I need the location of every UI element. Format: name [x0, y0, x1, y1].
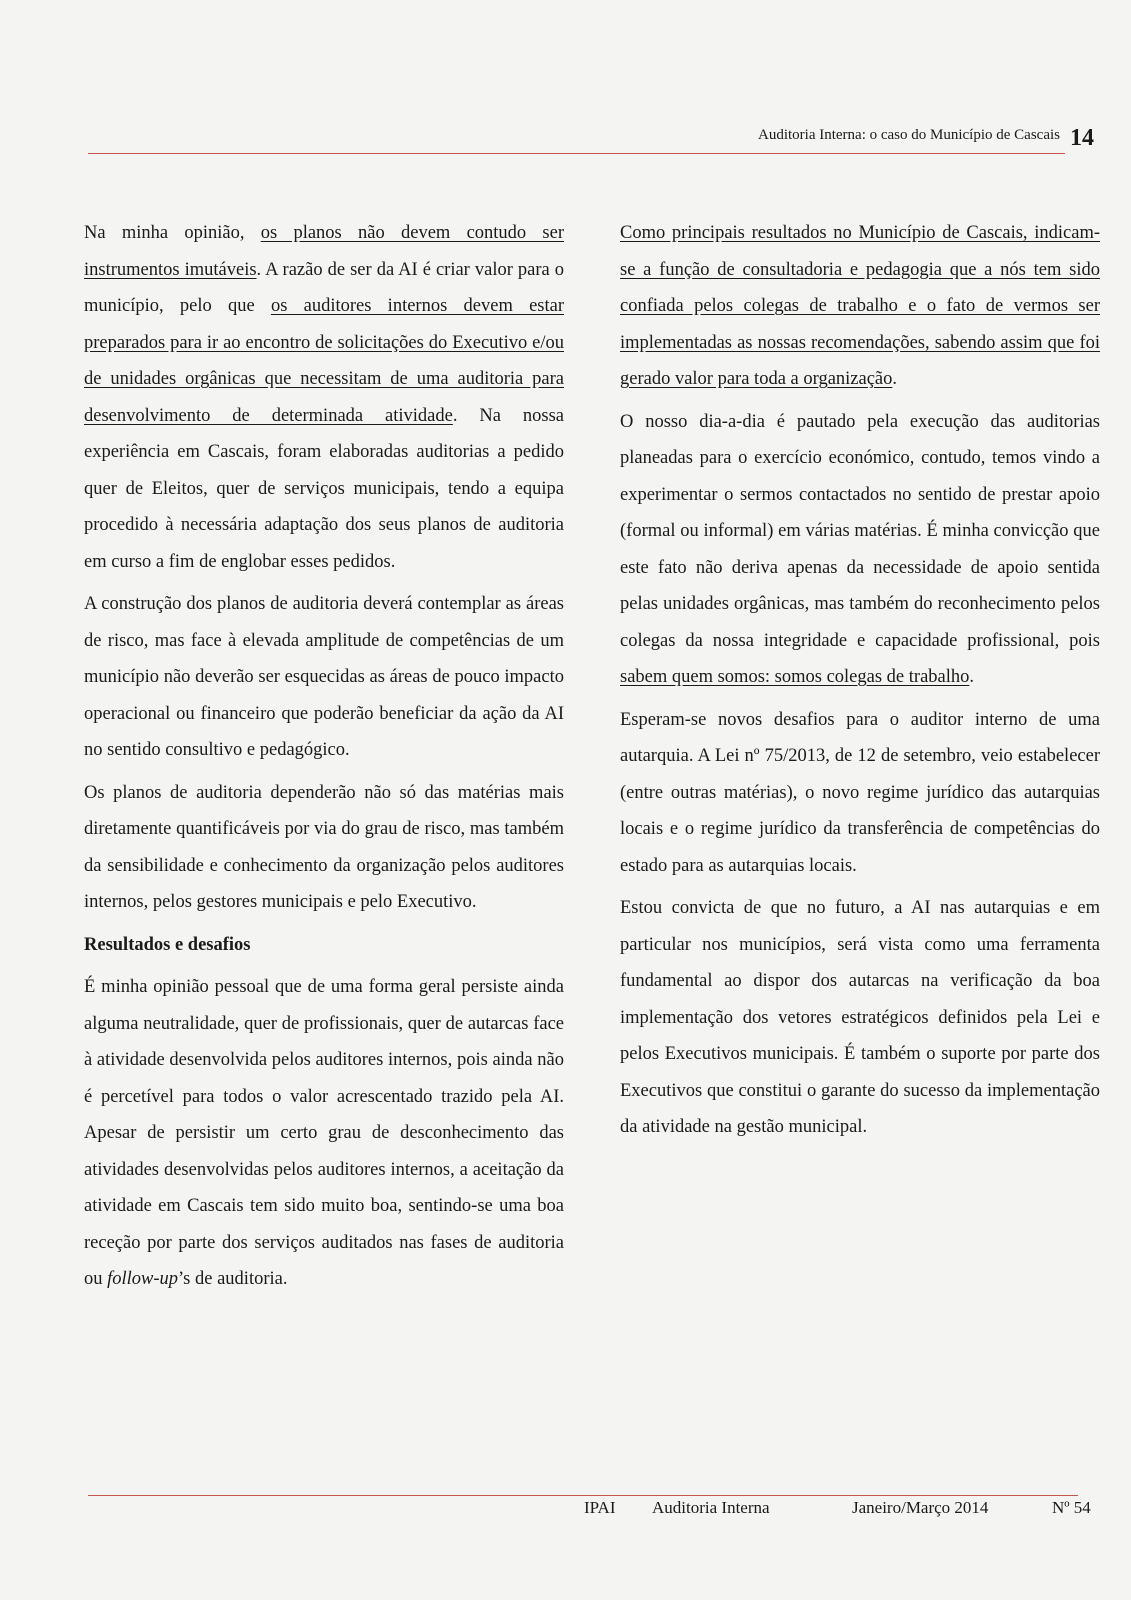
paragraph: A construção dos planos de auditoria deverá contemplar as áreas de risco, mas face à elevada amplitude de competências de um município não deverão ser esquecidas as áreas de pouco impacto operacional ou financeiro que poderão beneficiar da ação da AI no sentido consultivo e pedagógico.: [84, 594, 564, 760]
text-run: .: [969, 667, 975, 687]
paragraph: Esperam-se novos desafios para o auditor interno de uma autarquia. A Lei nº 75/2013, de 12 de setembro, veio estabelecer (entre outras matérias), o novo regime jurídico das autarquias locais e o regime jurídico da transferência de competências do estado para as autarquias locais.: [620, 709, 1100, 876]
paragraph: [620, 404, 1100, 696]
paragraph: [620, 215, 1100, 398]
underlined-text: sabem quem somos: somos colegas de trabalho: [620, 667, 970, 687]
text-run: ’s de auditoria.: [178, 1269, 288, 1289]
italic-text: follow-up: [107, 1269, 179, 1289]
underlined-text: os auditores internos devem estar preparados para ir ao encontro de solicitações do Executivo e/ou de unidades orgânicas que necessitam de uma auditoria para desenvolvimento de determinada atividade: [84, 296, 564, 426]
text-run: Na minha opinião,: [84, 223, 261, 243]
footer-divider: [88, 1495, 1078, 1496]
section-heading: Resultados e desafios: [84, 934, 251, 955]
underlined-text: Como principais resultados no Município de Cascais, indicam-se a função de consultadoria e pedagogia que a nós tem sido confiada pelos colegas de trabalho e o fato de vermos ser implementadas as nossas recomendações, sabendo assim que foi gerado valor para toda a organização: [620, 223, 1100, 389]
footer-publication: Auditoria Interna: [652, 1498, 770, 1517]
right-column: [620, 215, 1100, 1152]
footer-issue: Nº 54: [1052, 1498, 1091, 1517]
running-header-title: Auditoria Interna: o caso do Município de Cascais: [757, 127, 1060, 143]
paragraph: [84, 969, 564, 1298]
text-run: .: [892, 369, 898, 389]
page-number: 14: [1070, 125, 1094, 151]
footer-org: IPAI: [584, 1498, 616, 1517]
text-run: É minha opinião pessoal que de uma forma geral persiste ainda alguma neutralidade, quer de profissionais, quer de autarcas face à atividade desenvolvida pelos auditores internos, pois ainda não é percetível para todos o valor acrescentado trazido pela AI. Apesar de persistir um certo grau de desconhecimento das atividades desenvolvidas pelos auditores internos, a aceitação da atividade em Cascais tem sido muito boa, sentindo-se uma boa receção por parte dos serviços auditados nas fases de auditoria ou: [84, 977, 564, 1289]
footer-period: Janeiro/Março 2014: [852, 1498, 989, 1517]
left-column: [84, 215, 564, 1304]
paragraph: Estou convicta de que no futuro, a AI nas autarquias e em particular nos municípios, será vista como uma ferramenta fundamental ao dispor dos autarcas na verificação da boa implementação dos vetores estratégicos definidos pela Lei e pelos Executivos municipais. É também o suporte por parte dos Executivos que constitui o garante do sucesso da implementação da atividade na gestão municipal.: [620, 898, 1100, 1137]
header-divider: [88, 153, 1065, 154]
underlined-text: os planos não devem contudo ser instrumentos imutáveis: [84, 223, 564, 280]
paragraph: Os planos de auditoria dependerão não só das matérias mais diretamente quantificáveis por via do grau de risco, mas também da sensibilidade e conhecimento da organização pelos auditores internos, pelos gestores municipais e pelo Executivo.: [84, 782, 564, 912]
text-run: . A razão de ser da AI é criar valor para o município, pelo que: [84, 259, 565, 316]
text-run: . Na nossa experiência em Cascais, foram elaboradas auditorias a pedido quer de Eleitos, quer de serviços municipais, tendo a equipa procedido à necessária adaptação dos seus planos de auditoria em curso a fim de englobar esses pedidos.: [84, 405, 564, 572]
text-run: O nosso dia-a-dia é pautado pela execução das auditorias planeadas para o exercício económico, contudo, temos vindo a experimentar o sermos contactados no sentido de prestar apoio (formal ou informal) em várias matérias. É minha convicção que este fato não deriva apenas da necessidade de apoio sentida pelas unidades orgânicas, mas também do reconhecimento pelos colegas da nossa integridade e capacidade profissional, pois: [620, 411, 1100, 651]
paragraph: [84, 215, 564, 580]
